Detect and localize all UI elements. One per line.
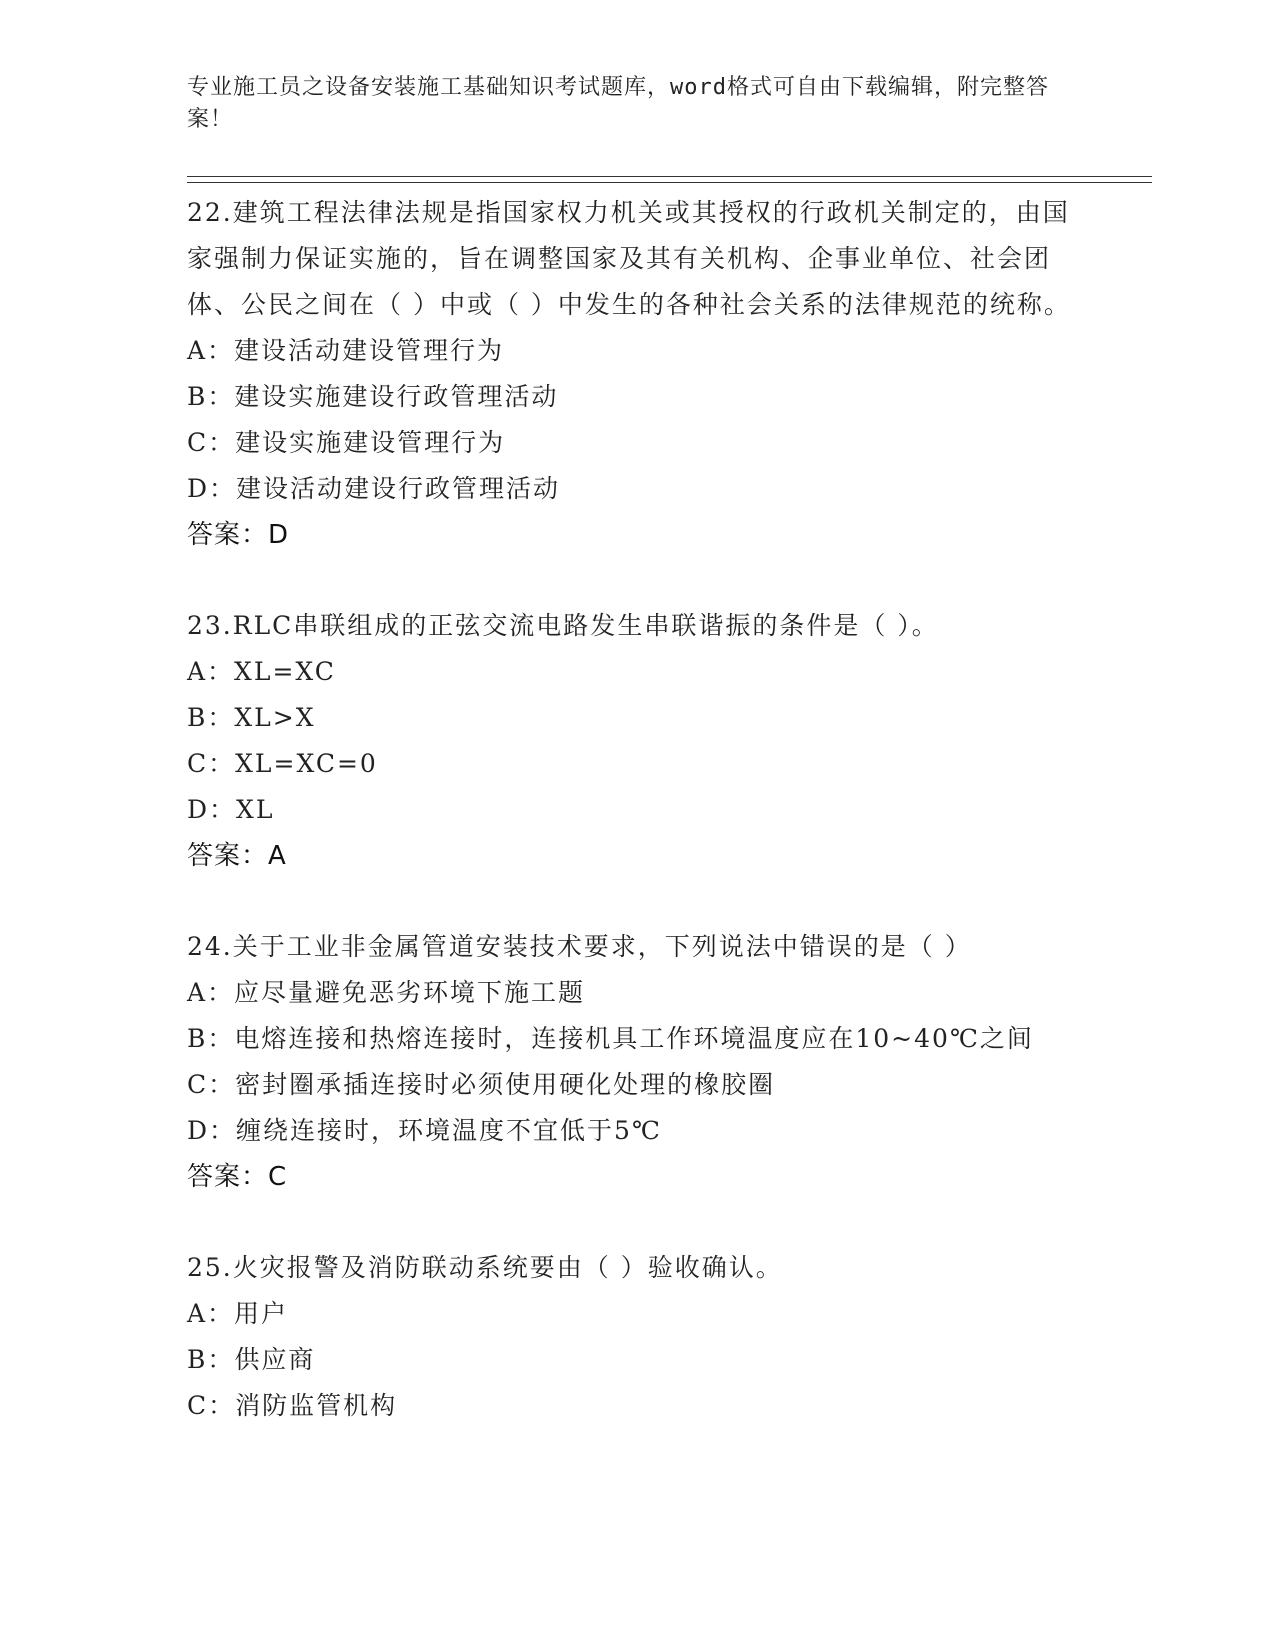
option-b: B：建设实施建设行政管理活动 bbox=[187, 382, 559, 411]
option-b: B：XL>X bbox=[187, 703, 316, 732]
page-header bbox=[187, 72, 1057, 136]
answer: 答案：A bbox=[187, 841, 287, 871]
option-d: D：建设活动建设行政管理活动 bbox=[187, 474, 561, 503]
question-text: 24.关于工业非金属管道安装技术要求，下列说法中错误的是（ ） bbox=[187, 932, 972, 961]
answer: 答案：D bbox=[187, 520, 290, 550]
question-25 bbox=[187, 1245, 1087, 1429]
option-a: A：用户 bbox=[187, 1299, 289, 1328]
question-text: 22.建筑工程法律法规是指国家权力机关或其授权的行政机关制定的，由国家强制力保证实施的，旨在调整国家及其有关机构、企事业单位、社会团体、公民之间在（ ）中或（ ）中发生的各种社会关系的法律规范的统称。 bbox=[187, 198, 1071, 319]
option-b: B：供应商 bbox=[187, 1345, 316, 1374]
option-c: C：密封圈承插连接时必须使用硬化处理的橡胶圈 bbox=[187, 1070, 776, 1099]
header-title: 专业施工员之设备安装施工基础知识考试题库，word格式可自由下载编辑，附完整答案！ bbox=[187, 75, 1049, 132]
option-c: C：建设实施建设管理行为 bbox=[187, 428, 506, 457]
option-a: A：应尽量避免恶劣环境下施工题 bbox=[187, 978, 586, 1007]
question-text: 25.火灾报警及消防联动系统要由（ ）验收确认。 bbox=[187, 1253, 783, 1282]
option-d: D：XL bbox=[187, 795, 275, 824]
option-b: B：电熔连接和热熔连接时，连接机具工作环境温度应在10~40℃之间 bbox=[187, 1024, 1034, 1053]
question-list bbox=[187, 190, 1087, 1474]
answer: 答案：C bbox=[187, 1162, 288, 1192]
question-24 bbox=[187, 924, 1087, 1200]
question-22 bbox=[187, 190, 1087, 558]
header-divider-top bbox=[187, 176, 1152, 177]
option-a: A：建设活动建设管理行为 bbox=[187, 336, 505, 365]
option-c: C：消防监管机构 bbox=[187, 1391, 398, 1420]
question-23 bbox=[187, 603, 1087, 879]
option-a: A：XL=XC bbox=[187, 657, 336, 686]
option-d: D：缠绕连接时，环境温度不宜低于5℃ bbox=[187, 1116, 662, 1145]
question-text: 23.RLC串联组成的正弦交流电路发生串联谐振的条件是（ ）。 bbox=[187, 611, 939, 640]
header-divider-bottom bbox=[187, 182, 1152, 183]
option-c: C：XL=XC=0 bbox=[187, 749, 378, 778]
